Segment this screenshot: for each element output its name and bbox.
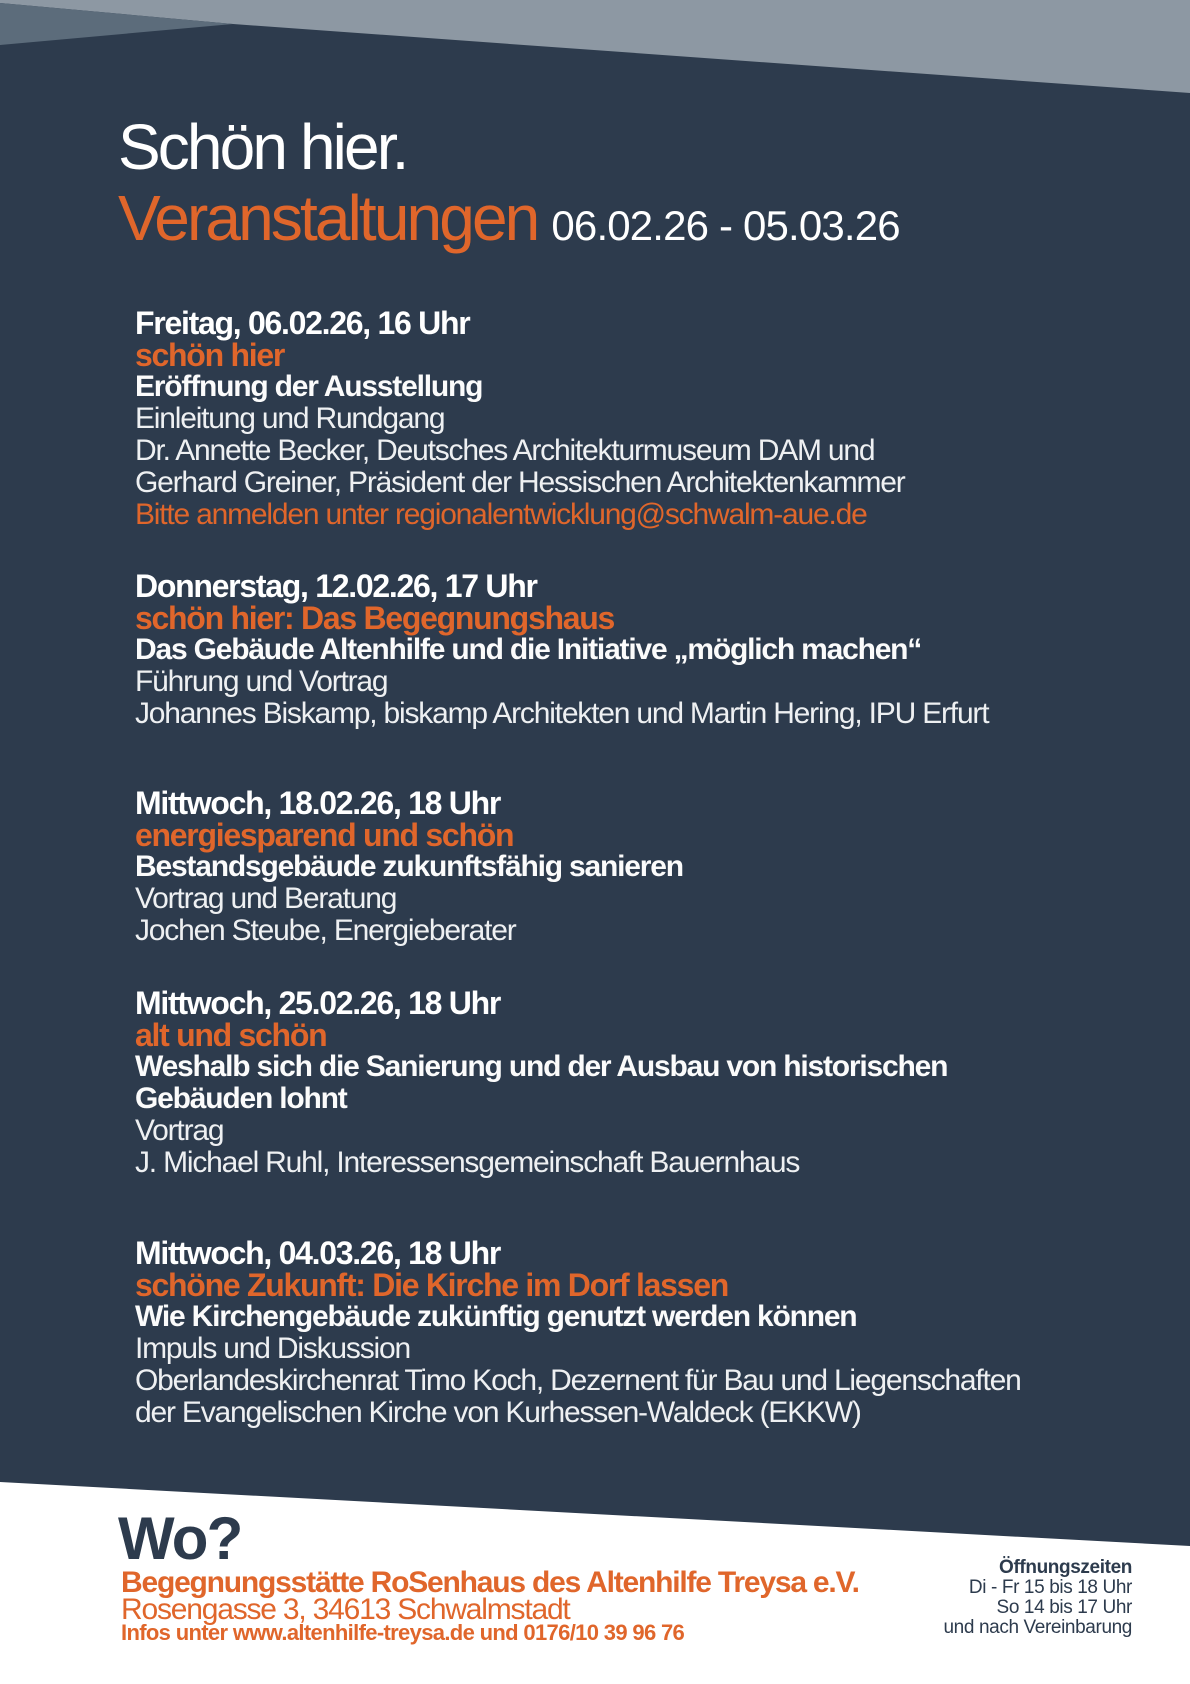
- event-line-regular: Vortrag: [135, 1114, 224, 1147]
- event-line-date: Mittwoch, 04.03.26, 18 Uhr: [135, 1235, 501, 1271]
- event-line-title: schön hier: Das Begegnungshaus: [135, 600, 615, 636]
- event-line-bold: Weshalb sich die Sanierung und der Ausbau von historischen: [135, 1050, 948, 1083]
- opening-hours-line: So 14 bis 17 Uhr: [996, 1597, 1132, 1618]
- page-subtitle-row: [118, 181, 900, 255]
- opening-hours-line: Di - Fr 15 bis 18 Uhr: [968, 1577, 1132, 1598]
- top-banner-graphic: [0, 0, 1190, 100]
- event-line-regular: der Evangelischen Kirche von Kurhessen-Waldeck (EKKW): [135, 1396, 861, 1429]
- event-line-title: schön hier: [135, 337, 285, 373]
- event-line-regular: Gerhard Greiner, Präsident der Hessischen Architektenkammer: [135, 466, 905, 499]
- event-block: [135, 987, 1135, 1179]
- event-line-regular: Vortrag und Beratung: [135, 882, 397, 915]
- event-block: [135, 570, 1135, 730]
- event-line-regular: Einleitung und Rundgang: [135, 402, 445, 435]
- event-line-bold: Das Gebäude Altenhilfe und die Initiative „möglich machen“: [135, 633, 922, 666]
- event-line-title: schöne Zukunft: Die Kirche im Dorf lassen: [135, 1267, 728, 1303]
- venue-address: Rosengasse 3, 34613 Schwalmstadt: [121, 1593, 570, 1626]
- event-line-regular: J. Michael Ruhl, Interessensgemeinschaft Bauernhaus: [135, 1146, 800, 1179]
- where-heading: Wo?: [118, 1505, 242, 1572]
- event-line-date: Mittwoch, 18.02.26, 18 Uhr: [135, 785, 501, 821]
- event-block: [135, 787, 1135, 947]
- top-lightgray-shape: [0, 0, 1190, 93]
- event-line-date: Mittwoch, 25.02.26, 18 Uhr: [135, 985, 501, 1021]
- date-range: 06.02.26 - 05.03.26: [551, 202, 900, 249]
- event-line-regular: Jochen Steube, Energieberater: [135, 914, 516, 947]
- page-subtitle: Veranstaltungen: [118, 182, 538, 254]
- event-line-title: energiesparend und schön: [135, 817, 514, 853]
- page-title: Schön hier.: [118, 111, 407, 183]
- event-line-date: Donnerstag, 12.02.26, 17 Uhr: [135, 568, 537, 604]
- event-line-regular: Impuls und Diskussion: [135, 1332, 410, 1365]
- event-line-regular: Oberlandeskirchenrat Timo Koch, Dezernent für Bau und Liegenschaften: [135, 1364, 1021, 1397]
- event-line-bold: Wie Kirchengebäude zukünftig genutzt werden können: [135, 1300, 857, 1333]
- event-line-regular: Führung und Vortrag: [135, 665, 388, 698]
- opening-hours-line: und nach Vereinbarung: [943, 1617, 1132, 1638]
- event-line-bold: Bestandsgebäude zukunftsfähig sanieren: [135, 850, 683, 883]
- event-line-bold: Eröffnung der Ausstellung: [135, 370, 483, 403]
- opening-hours: [943, 1558, 1132, 1638]
- info-contact-line: Infos unter www.altenhilfe-treysa.de und 0176/10 39 96 76: [121, 1620, 685, 1645]
- event-line-regular: Dr. Annette Becker, Deutsches Architekturmuseum DAM und: [135, 434, 875, 467]
- event-block: [135, 1237, 1135, 1429]
- event-line-regular: Johannes Biskamp, biskamp Architekten und Martin Hering, IPU Erfurt: [135, 697, 989, 730]
- event-block: [135, 307, 1135, 531]
- event-line-date: Freitag, 06.02.26, 16 Uhr: [135, 305, 470, 341]
- event-line-note: Bitte anmelden unter regionalentwicklung@schwalm-aue.de: [135, 498, 867, 531]
- event-line-bold: Gebäuden lohnt: [135, 1082, 347, 1115]
- venue-name: Begegnungsstätte RoSenhaus des Altenhilfe Treysa e.V.: [121, 1566, 859, 1599]
- opening-hours-title: Öffnungszeiten: [999, 1557, 1132, 1578]
- event-line-title: alt und schön: [135, 1017, 327, 1053]
